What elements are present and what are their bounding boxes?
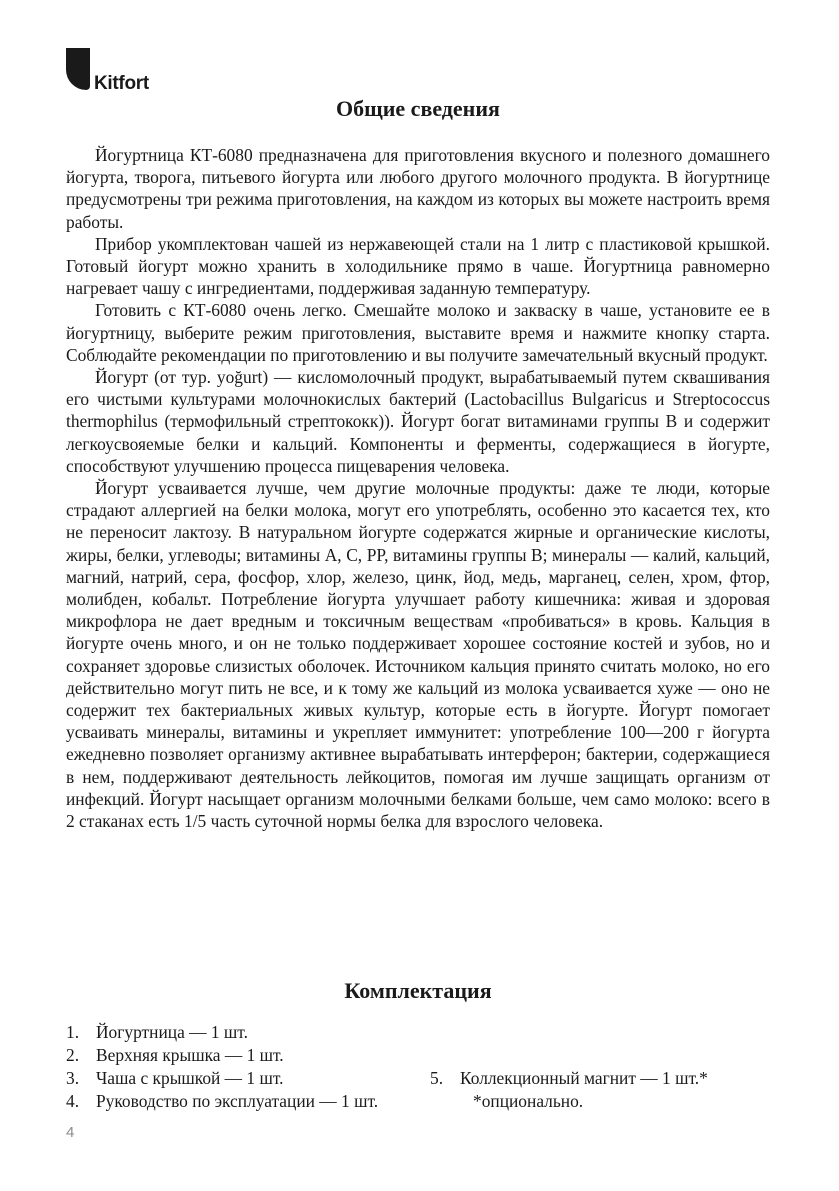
list-item bbox=[66, 1090, 378, 1112]
paragraph: Йогуртница КТ-6080 предназначена для приготовления вкусного и полезного домашнего йогурта, творога, питьевого йогурта или любого другого молочного продукта. В йогуртнице предусмотрены три режима приготовления, на каждом из которых вы можете настроить время работы. bbox=[66, 145, 770, 232]
list-item bbox=[430, 1067, 708, 1089]
list-item bbox=[66, 1044, 284, 1066]
list-number: 1. bbox=[66, 1022, 80, 1042]
list-number: 4. bbox=[66, 1091, 80, 1111]
section-title-general: Общие сведения bbox=[336, 96, 500, 121]
general-info-text bbox=[66, 144, 770, 832]
section-title-kit: Комплектация bbox=[344, 978, 492, 1003]
brand-name: Kitfort bbox=[94, 73, 149, 94]
list-item bbox=[66, 1021, 248, 1043]
list-number: 3. bbox=[66, 1068, 80, 1088]
list-number: 2. bbox=[66, 1045, 80, 1065]
list-text: Коллекционный магнит — 1 шт.* bbox=[460, 1068, 708, 1088]
list-text: Чаша с крышкой — 1 шт. bbox=[96, 1068, 284, 1088]
optional-note: *опционально. bbox=[473, 1091, 584, 1111]
paragraph: Йогурт (от тур. yoğurt) — кисломолочный продукт, вырабатываемый путем сквашивания его чистыми культурами молочнокислых бактерий (Lactobacillus Bulgaricus и Streptococcus thermophilus (термофильный стрептококк)). Йогурт богат витаминами группы В и содержит легкоусвояемые белки и кальций. Компоненты и ферменты, содержащиеся в йогурте, способствуют улучшению процесса пищеварения человека. bbox=[66, 367, 770, 476]
list-number: 5. bbox=[430, 1068, 444, 1088]
kitfort-logo-icon bbox=[66, 48, 90, 90]
paragraph: Йогурт усваивается лучше, чем другие молочные продукты: даже те люди, которые страдают аллергией на белки молока, могут его употреблять, особенно это касается тех, кто не переносит лактозу. В натуральном йогурте содержатся жирные и органические кислоты, жиры, белки, углеводы; витамины A, C, PP, витамины группы B; минералы — калий, кальций, магний, натрий, сера, фосфор, хлор, железо, цинк, йод, медь, марганец, селен, хром, фтор, молибден, кобальт. Потребление йогурта улучшает работу кишечника: живая и здоровая микрофлора не дает вредным и токсичным веществам «пробиваться» в кровь. Кальция в йогурте очень много, и он не только поддерживает хорошее состояние костей и зубов, но и сохраняет здоровье слизистых оболочек. Источником кальция принято считать молоко, но его действительно могут пить не все, и к тому же кальций из молока усваивается хуже — оно не содержит тех бактериальных живых культур, которые есть в йогурте. Йогурт помогает усваивать минералы, витамины и укрепляет иммунитет: употребление 100—200 г йогурта ежедневно позволяет организму активнее вырабатывать интерферон; бактерии, содержащиеся в нем, поддерживают деятельность лейкоцитов, помогая им лучше защищать организм от инфекций. Йогурт насыщает организм молочными белками больше, чем само молоко: всего в 2 стаканах есть 1/5 часть суточной нормы белка для взрослого человека. bbox=[66, 478, 770, 832]
brand-logo bbox=[66, 48, 176, 98]
page-number: 4 bbox=[66, 1124, 75, 1141]
list-text: Верхняя крышка — 1 шт. bbox=[96, 1045, 284, 1065]
paragraph: Прибор укомплектован чашей из нержавеющей стали на 1 литр с пластиковой крышкой. Готовый йогурт можно хранить в холодильнике прямо в чаше. Йогуртница равномерно нагревает чашу с ингредиентами, поддерживая заданную температуру. bbox=[66, 233, 770, 299]
list-text: Руководство по эксплуатации — 1 шт. bbox=[96, 1091, 379, 1111]
list-text: Йогуртница — 1 шт. bbox=[96, 1022, 248, 1042]
paragraph: Готовить с КТ-6080 очень легко. Смешайте молоко и закваску в чаше, установите ее в йогуртницу, выберите режим приготовления, выставите время и нажмите кнопку старта. Соблюдайте рекомендации по приготовлению и вы получите замечательный вкусный продукт. bbox=[66, 300, 770, 365]
list-item bbox=[66, 1067, 284, 1089]
